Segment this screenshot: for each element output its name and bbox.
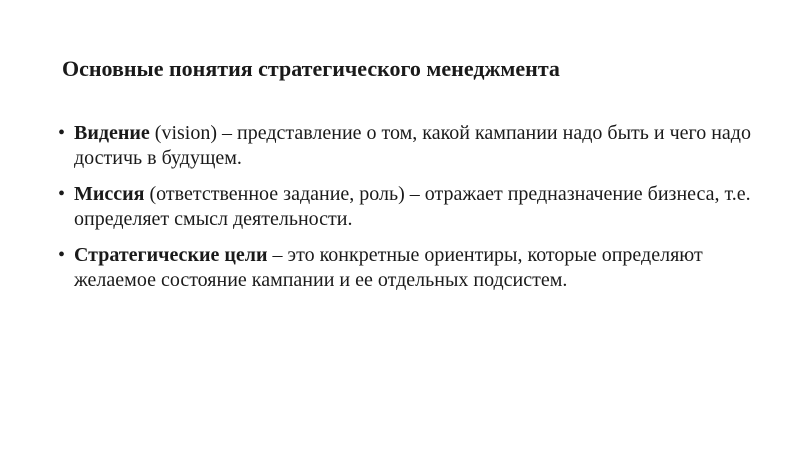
bullet-term: Стратегические цели — [74, 244, 268, 266]
bullet-item-strategic-goals — [56, 243, 756, 293]
bullet-list — [56, 121, 756, 304]
bullet-marker: • — [58, 122, 66, 144]
bullet-term: Видение — [74, 122, 150, 144]
slide-title: Основные понятия стратегического менеджмента — [62, 56, 560, 81]
bullet-text: – это конкретные ориентиры, которые определяют желаемое состояние кампании и ее отдельных подсистем. — [74, 244, 703, 291]
bullet-item-vision — [56, 121, 756, 171]
bullet-item-mission — [56, 182, 756, 232]
bullet-text: (ответственное задание, роль) – отражает предназначение бизнеса, т.е. определяет смысл деятельности. — [74, 183, 751, 230]
bullet-marker: • — [58, 244, 66, 266]
bullet-marker: • — [58, 183, 66, 205]
bullet-text: (vision) – представление о том, какой кампании надо быть и чего надо достичь в будущем. — [74, 122, 751, 169]
bullet-term: Миссия — [74, 183, 145, 205]
